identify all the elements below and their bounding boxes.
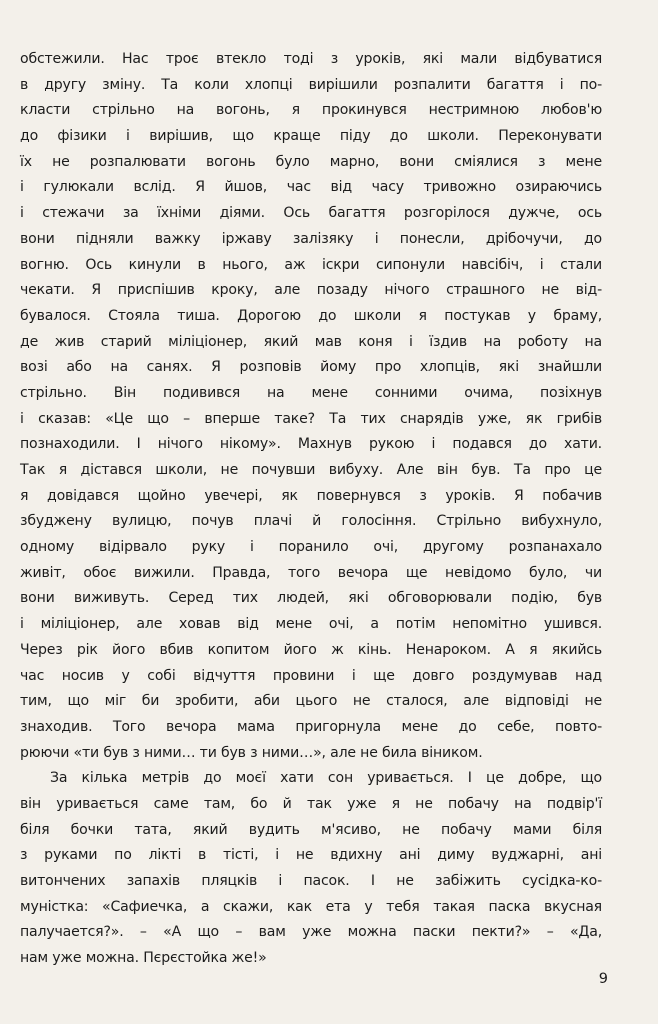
text-line: збуджену вулицю, почув плачі й голосіння. Стрільно вибухнуло,: [20, 513, 602, 530]
text-line: одному відірвало руку і поранило очі, другому розпанахало: [20, 539, 602, 556]
text-line: вони підняли важку іржаву залізяку і понесли, дрібочучи, до: [20, 230, 602, 247]
page-number: 9: [598, 971, 608, 987]
text-line: класти стрільно на вогонь, я прокинувся нестримною любов'ю: [20, 102, 602, 119]
text-line: рюючи «ти був з ними… ти був з ними…», але не била віником.: [20, 744, 483, 761]
text-line: Через рік його вбив копитом його ж кінь. Ненароком. А я якийсь: [20, 641, 602, 658]
body-text: [20, 47, 602, 972]
text-line: Так я дістався школи, не почувши вибуху. Але він був. Та про це: [20, 462, 602, 478]
text-line: познаходили. І нічого нікому». Махнув рукою і подався до хати.: [20, 436, 602, 453]
text-line: і стежачи за їхніми діями. Ось багаття розгорілося дужче, ось: [20, 205, 602, 222]
text-line: їх не розпалювати вогонь було марно, вони сміялися з мене: [20, 153, 602, 170]
text-line: біля бочки тата, який вудить м'ясиво, не побачу мами біля: [20, 821, 602, 838]
text-line: в другу зміну. Та коли хлопці вирішили розпалити багаття і по-: [20, 76, 602, 93]
text-line: де жив старий міліціонер, який мав коня і їздив на роботу на: [20, 333, 602, 350]
text-line: і гулюкали вслід. Я йшов, час від часу тривожно озираючись: [20, 179, 602, 196]
text-line: до фізики і вирішив, що краще піду до школи. Переконувати: [20, 128, 602, 145]
text-line: і міліціонер, але ховав від мене очі, а потім непомітно ушився.: [20, 616, 602, 633]
text-line: муністка: «Сафиечка, а скажи, как ета у тебя такая паска вкусная: [20, 898, 602, 915]
text-line: час носив у собі відчуття провини і ще довго роздумував над: [20, 667, 602, 684]
text-line: чекати. Я приспішив кроку, але позаду нічого страшного не від-: [20, 282, 602, 299]
text-line: я довідався щойно увечері, як повернувся з уроків. Я побачив: [20, 487, 602, 504]
text-line: бувалося. Стояла тиша. Дорогою до школи я постукав у браму,: [20, 307, 602, 324]
text-line: з руками по лікті в тісті, і не вдихну ані диму вуджарні, ані: [20, 847, 602, 864]
paragraph: [20, 47, 602, 766]
text-line: За кілька метрів до моєї хати сон уривається. І це добре, що: [50, 770, 602, 787]
text-line: возі або на санях. Я розповів йому про хлопців, які знайшли: [20, 359, 602, 376]
text-line: нам уже можна. Пєрєстойка же!»: [20, 950, 267, 967]
text-line: вогню. Ось кинули в нього, аж іскри сипонули навсібіч, і стали: [20, 256, 602, 273]
text-line: вони виживуть. Серед тих людей, які обговорювали подію, був: [20, 590, 602, 607]
text-line: знаходив. Того вечора мама пригорнула мене до себе, повто-: [20, 718, 602, 735]
text-line: тим, що міг би зробити, аби цього не сталося, але відповіді не: [20, 693, 602, 710]
text-line: обстежили. Нас троє втекло тоді з уроків, які мали відбуватися: [20, 51, 602, 67]
text-line: стрільно. Він подивився на мене сонними очима, позіхнув: [20, 384, 602, 401]
text-line: витончених запахів пляцків і пасок. І не забіжить сусідка-ко-: [20, 873, 602, 889]
text-line: палучается?». – «А що – вам уже можна паски пекти?» – «Да,: [20, 924, 602, 941]
text-line: і сказав: «Це що – вперше таке? Та тих снарядів уже, як грибів: [20, 410, 602, 427]
paragraph: [20, 766, 602, 972]
text-line: він уривається саме там, бо й так уже я не побачу на подвір'ї: [20, 795, 602, 812]
text-line: живіт, обоє вижили. Правда, того вечора ще невідомо було, чи: [20, 564, 602, 581]
